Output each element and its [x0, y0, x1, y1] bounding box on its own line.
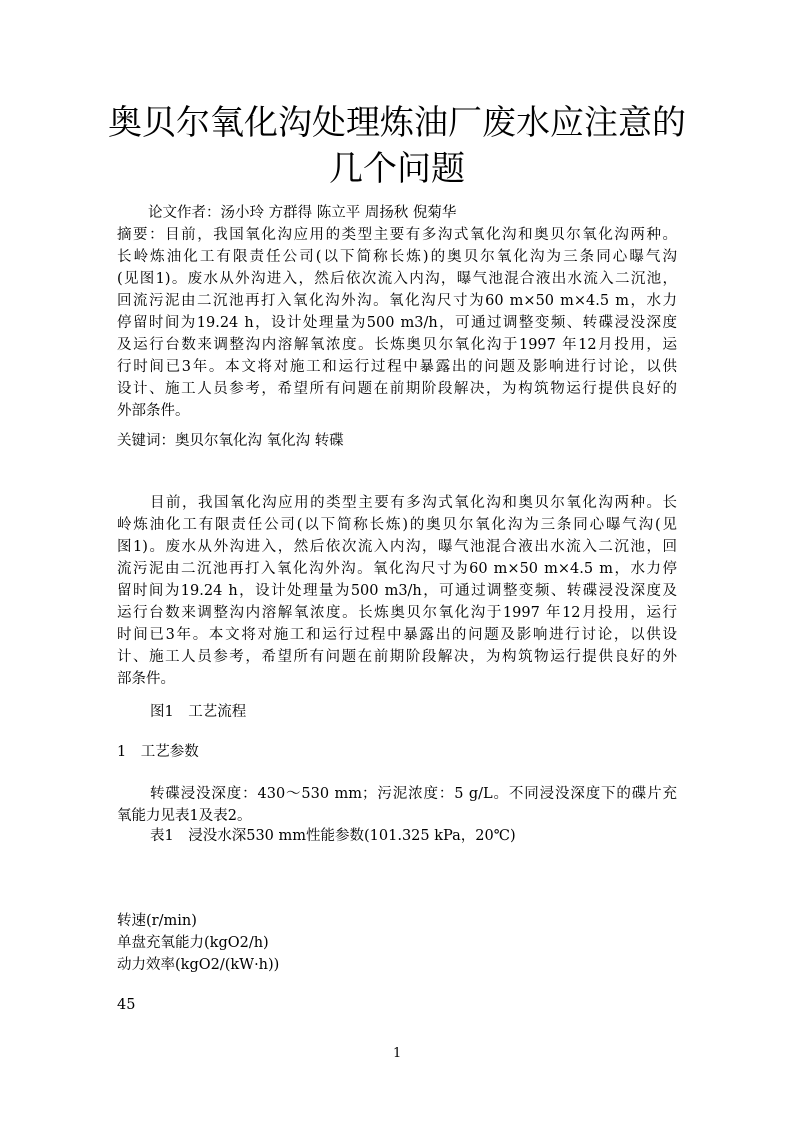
page-number: 1: [393, 1046, 402, 1061]
section-heading: 1 工艺参数: [117, 744, 199, 760]
table-row-label: 单盘充氧能力(kgO2/h): [117, 935, 269, 951]
table-row-label: 转速(r/min): [117, 913, 197, 929]
title-line: 几个问题: [329, 149, 465, 189]
section-line: 转碟浸没深度：430～530 mm；污泥浓度：5 g/L。不同浸没深度下的碟片充: [150, 786, 677, 802]
table-row-label: 动力效率(kgO2/(kW·h)): [117, 957, 280, 973]
body-line: 留时间为19.24 h，设计处理量为500 m3/h，可通过调整变频、转碟浸没深度及: [117, 583, 677, 599]
authors-line: 论文作者：汤小玲 方群得 陈立平 周扬秋 倪菊华: [148, 205, 457, 221]
abstract-line: 回流污泥由二沉池再打入氧化沟外沟。氧化沟尺寸为60 m×50 m×4.5 m，水力: [117, 293, 677, 309]
title-line: 奥贝尔氧化沟处理炼油厂废水应注意的: [108, 103, 686, 143]
body-line: 时间已3年。本文将对施工和运行过程中暴露出的问题及影响进行讨论，以供设: [117, 627, 677, 643]
body-line: 计、施工人员参考，希望所有问题在前期阶段解决，为构筑物运行提供良好的外: [117, 649, 677, 665]
abstract: [117, 224, 677, 422]
section-line: 氧能力见表1及表2。: [117, 808, 252, 824]
body-line: 岭炼油化工有限责任公司(以下简称长炼)的奥贝尔氧化沟为三条同心曝气沟(见: [117, 517, 677, 533]
table-caption: 表1 浸没水深530 mm性能参数(101.325 kPa，20℃): [150, 828, 516, 844]
abstract-line: (见图1)。废水从外沟进入，然后依次流入内沟，曝气池混合液出水流入二沉池，: [117, 271, 677, 287]
document-title: [100, 100, 694, 192]
abstract-line: 及运行台数来调整沟内溶解氧浓度。长炼奥贝尔氧化沟于1997 年12月投用，运: [117, 337, 677, 353]
keywords-line: 关键词：奥贝尔氧化沟 氧化沟 转碟: [117, 433, 344, 449]
body-line: 图1)。废水从外沟进入，然后依次流入内沟，曝气池混合液出水流入二沉池，回: [117, 539, 677, 555]
section-paragraph: [117, 783, 677, 827]
abstract-line: 行时间已3年。本文将对施工和运行过程中暴露出的问题及影响进行讨论，以供: [117, 359, 677, 375]
body-line: 部条件。: [117, 671, 175, 687]
body-line: 运行台数来调整沟内溶解氧浓度。长炼奥贝尔氧化沟于1997 年12月投用，运行: [117, 605, 677, 621]
body-paragraph: [117, 492, 677, 690]
body-line: 流污泥由二沉池再打入氧化沟外沟。氧化沟尺寸为60 m×50 m×4.5 m，水力停: [117, 561, 677, 577]
abstract-line: 设计、施工人员参考，希望所有问题在前期阶段解决，为构筑物运行提供良好的: [117, 381, 677, 397]
abstract-line: 外部条件。: [117, 403, 190, 419]
figure-caption: 图1 工艺流程: [150, 704, 247, 720]
abstract-line: 摘要：目前，我国氧化沟应用的类型主要有多沟式氧化沟和奥贝尔氧化沟两种。: [117, 227, 677, 243]
body-line: 目前，我国氧化沟应用的类型主要有多沟式氧化沟和奥贝尔氧化沟两种。长: [150, 495, 677, 511]
abstract-line: 停留时间为19.24 h，设计处理量为500 m3/h，可通过调整变频、转碟浸没深度: [117, 315, 677, 331]
table-value: 45: [117, 997, 136, 1013]
abstract-line: 长岭炼油化工有限责任公司(以下简称长炼)的奥贝尔氧化沟为三条同心曝气沟: [117, 249, 677, 265]
